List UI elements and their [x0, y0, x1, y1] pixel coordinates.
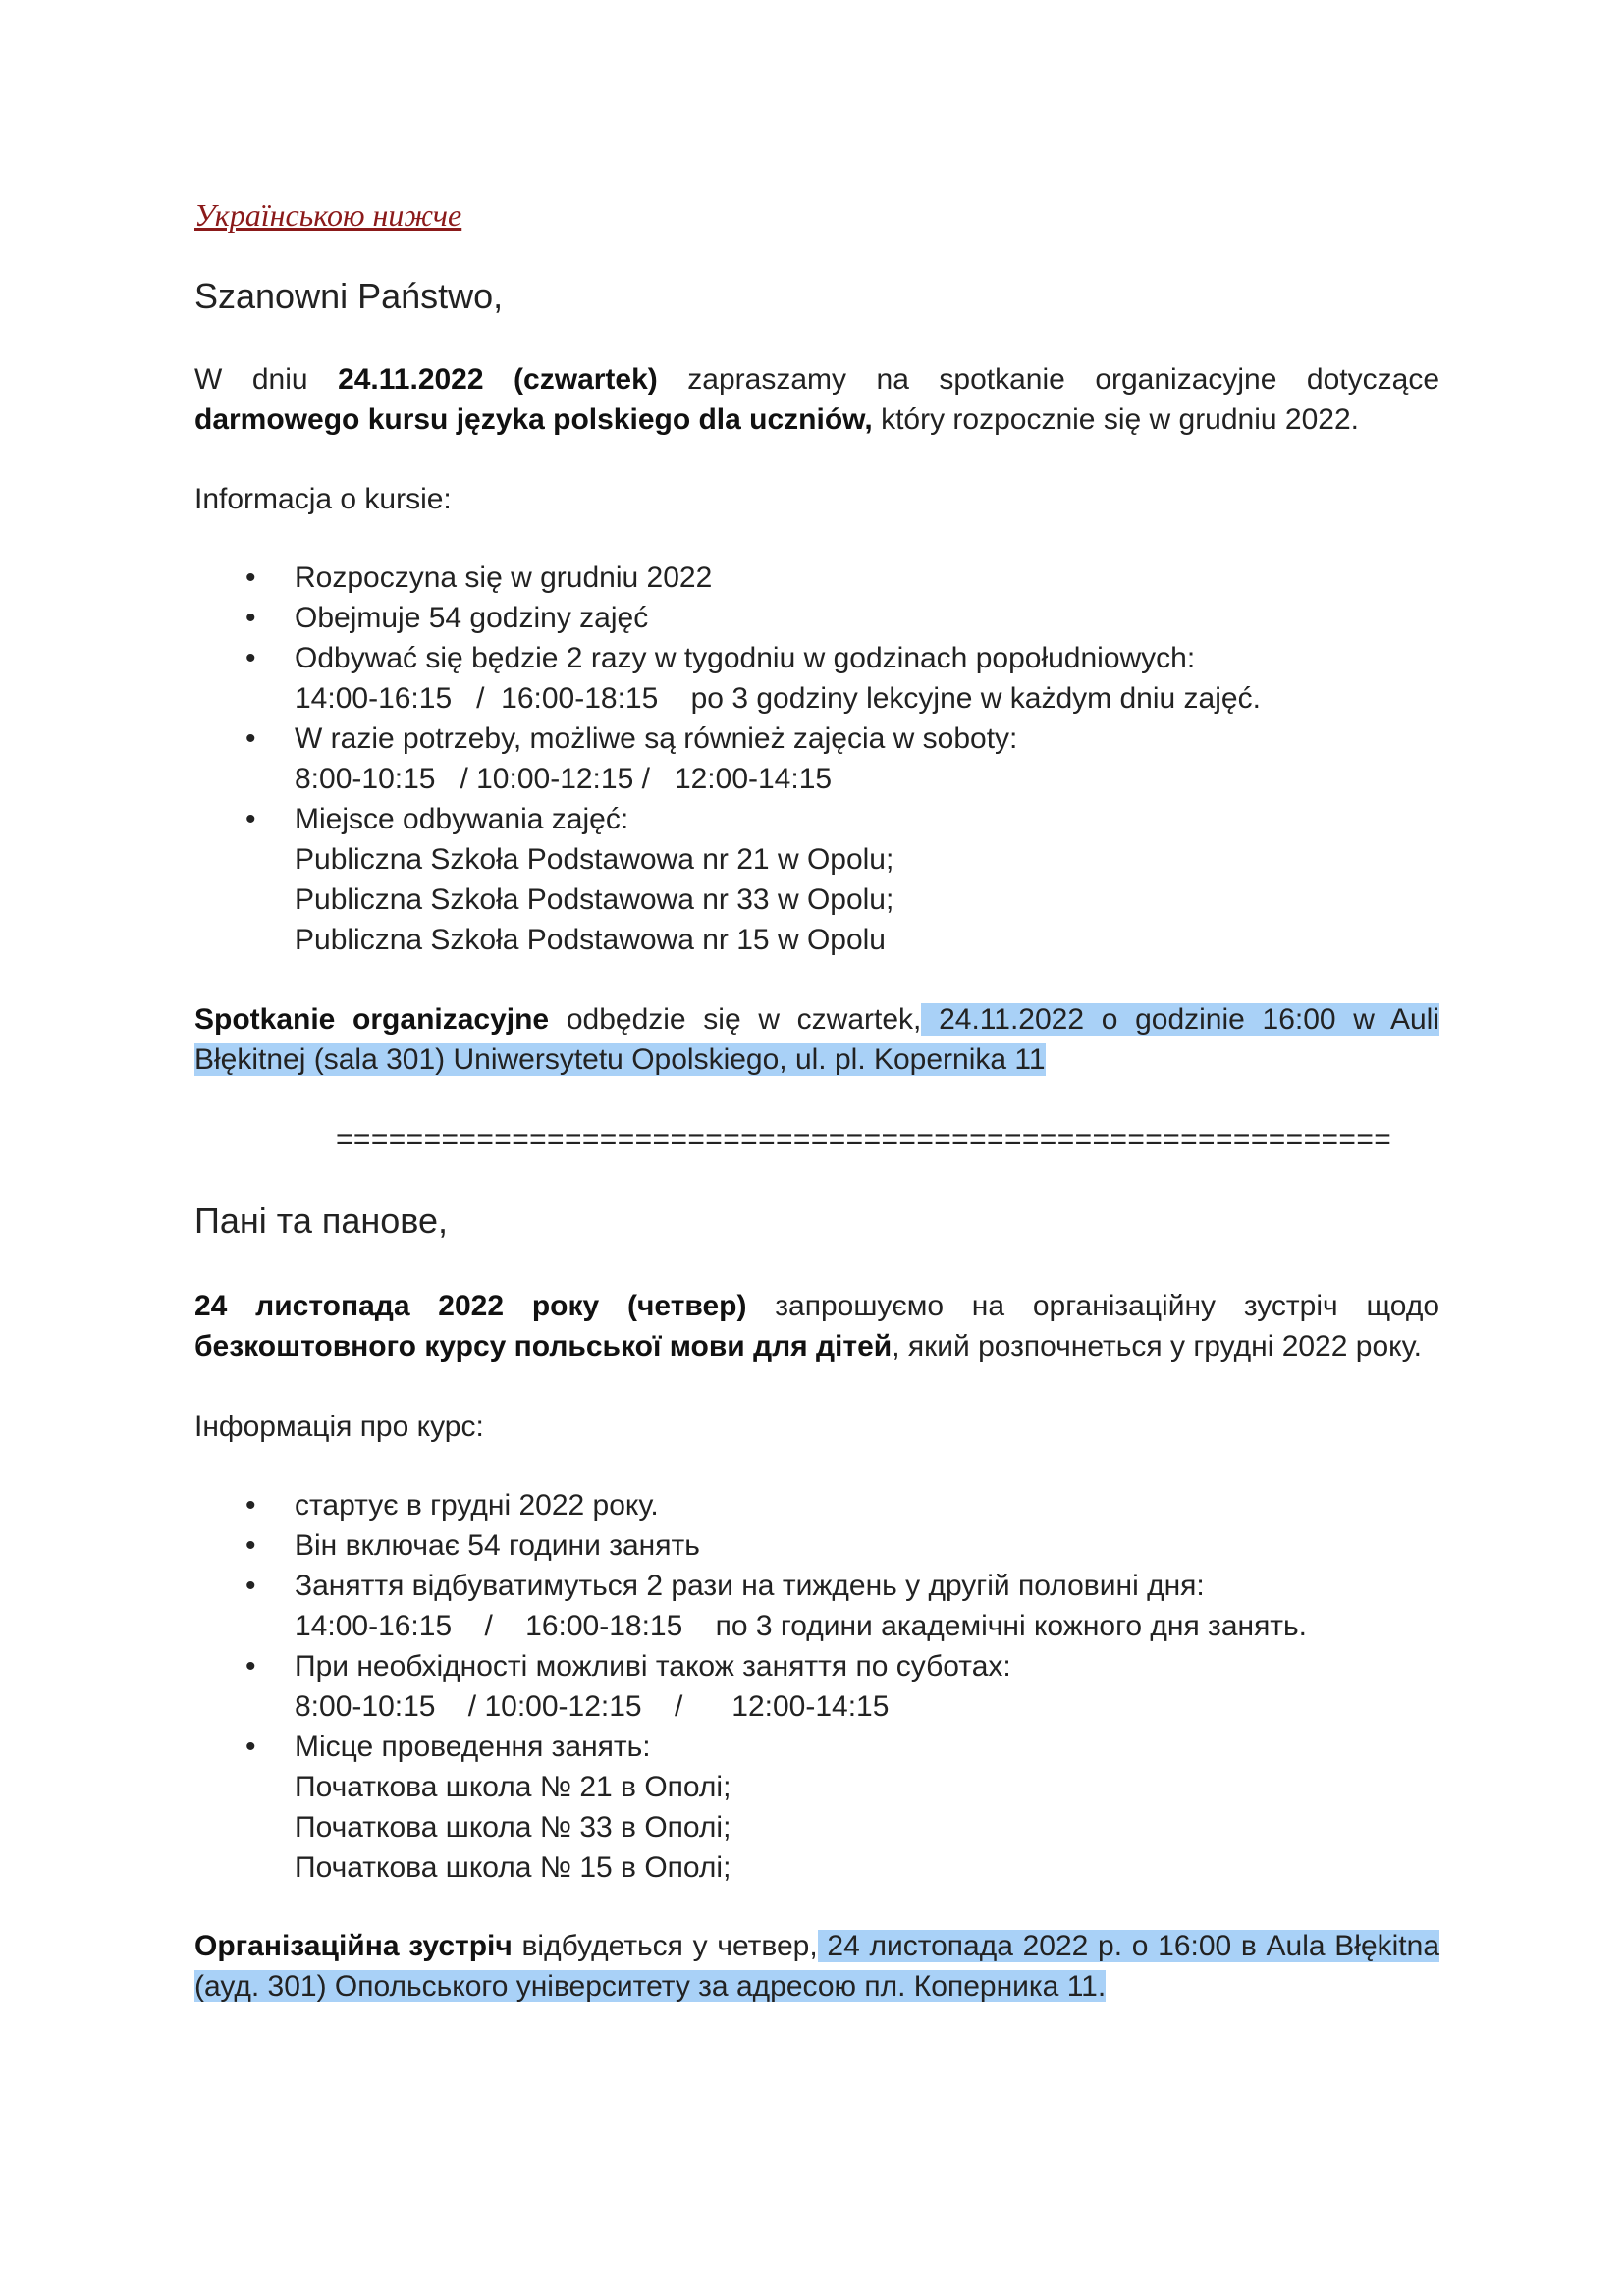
list-item-line: 14:00-16:15 / 16:00-18:15 по 3 години академічні кожного дня занять. [295, 1610, 1308, 1642]
bullet-icon: • [245, 1570, 256, 1602]
list-item-line: Початкова школа № 15 в Ополі; [295, 1851, 731, 1884]
pl-intro-paragraph [194, 359, 1439, 440]
ua-meeting-line-1: Організаційна зустріч відбудеться у четвер, 24 листопада 2022 р. о 16:00 в Aula Błękitna [194, 1930, 1440, 1962]
pl-course-name: darmowego kursu języka polskiego dla uczniów, [194, 403, 873, 436]
list-item [194, 1566, 1439, 1646]
ua-meeting-paragraph [194, 1926, 1439, 2006]
ua-intro-date: 24 листопада 2022 року (четвер) [194, 1290, 747, 1322]
list-item-line: Miejsce odbywania zajęć: [295, 803, 629, 835]
list-item-line: При необхідності можливі також заняття по суботах: [295, 1650, 1011, 1682]
ua-meeting-label: Організаційна зустріч [194, 1930, 513, 1962]
ua-meeting-line-2 [194, 1966, 1439, 2006]
pl-intro-line-2: darmowego kursu języka polskiego dla uczniów, który rozpocznie się w grudniu 2022. [194, 403, 1359, 436]
list-item [194, 598, 1439, 638]
list-item-line: W razie potrzeby, możliwe są również zajęcia w soboty: [295, 722, 1018, 755]
list-item [194, 1525, 1439, 1566]
ua-meeting-highlight-1: 24 листопада 2022 р. о 16:00 в Aula Błękitna [818, 1930, 1439, 1962]
list-item [194, 558, 1439, 598]
bullet-icon: • [245, 1731, 256, 1763]
pl-intro-date: 24.11.2022 (czwartek) [338, 363, 658, 396]
pl-intro-line-1: W dniu 24.11.2022 (czwartek) zapraszamy na spotkanie organizacyjne dotyczące [194, 363, 1440, 396]
list-item-line: Publiczna Szkoła Podstawowa nr 33 w Opolu; [295, 883, 894, 916]
list-item-line: Він включає 54 години занять [295, 1529, 700, 1562]
ua-meeting-highlight-2: (ауд. 301) Опольського університету за адресою пл. Коперника 11. [194, 1970, 1107, 2002]
list-item [194, 719, 1439, 799]
pl-meeting-line-1: Spotkanie organizacyjne odbędzie się w czwartek, 24.11.2022 o godzinie 16:00 w Auli [194, 1003, 1440, 1036]
ua-intro-line-2: безкоштовного курсу польської мови для дітей, який розпочнеться у грудні 2022 року. [194, 1330, 1422, 1362]
list-item-line: Заняття відбуватимуться 2 рази на тиждень у другій половині дня: [295, 1570, 1205, 1602]
ua-intro-paragraph [194, 1286, 1439, 1366]
list-item-line: Місце проведення занять: [295, 1731, 651, 1763]
pl-meeting-highlight-2: Błękitnej (sala 301) Uniwersytetu Opolskiego, ul. pl. Kopernika 11 [194, 1043, 1046, 1076]
section-separator: ============================================================ [336, 1123, 1392, 1155]
list-item [194, 1485, 1439, 1525]
list-item-line: Початкова школа № 33 в Ополі; [295, 1811, 731, 1843]
list-item-line: Publiczna Szkoła Podstawowa nr 15 w Opolu [295, 924, 886, 956]
bullet-icon: • [245, 722, 256, 755]
bullet-icon: • [245, 1489, 256, 1522]
list-item-line: 8:00-10:15 / 10:00-12:15 / 12:00-14:15 [295, 1690, 890, 1723]
list-item-line: Obejmuje 54 godziny zajęć [295, 602, 649, 634]
ukrainian-below-link[interactable]: Українською нижче [194, 197, 462, 233]
list-item-line: 14:00-16:15 / 16:00-18:15 po 3 godziny lekcyjne w każdym dniu zajęć. [295, 682, 1261, 715]
bullet-icon: • [245, 642, 256, 674]
list-item-line: 8:00-10:15 / 10:00-12:15 / 12:00-14:15 [295, 763, 833, 795]
list-item-line: Початкова школа № 21 в Ополі; [295, 1771, 731, 1803]
bullet-icon: • [245, 803, 256, 835]
bullet-icon: • [245, 1650, 256, 1682]
ua-intro-line-1: 24 листопада 2022 року (четвер) запрошуємо на організаційну зустріч щодо [194, 1290, 1440, 1322]
list-item [194, 1727, 1439, 1888]
pl-greeting: Szanowni Państwo, [194, 276, 504, 316]
bullet-icon: • [245, 561, 256, 594]
list-item [194, 799, 1439, 960]
ua-course-name: безкоштовного курсу польської мови для дітей [194, 1330, 893, 1362]
pl-meeting-highlight-1: 24.11.2022 o godzinie 16:00 w Auli [921, 1003, 1439, 1036]
list-item [194, 1646, 1439, 1727]
pl-meeting-line-2 [194, 1040, 1439, 1080]
pl-meeting-label: Spotkanie organizacyjne [194, 1003, 550, 1036]
pl-meeting-paragraph [194, 999, 1439, 1080]
bullet-icon: • [245, 602, 256, 634]
list-item-line: Rozpoczyna się w grudniu 2022 [295, 561, 713, 594]
list-item-line: Publiczna Szkoła Podstawowa nr 21 w Opolu; [295, 843, 894, 876]
pl-info-heading: Informacja o kursie: [194, 483, 452, 515]
ua-info-list [194, 1485, 1439, 1888]
bullet-icon: • [245, 1529, 256, 1562]
pl-info-list [194, 558, 1439, 960]
document-page [194, 0, 1439, 2296]
ua-info-heading: Інформація про курс: [194, 1411, 484, 1443]
list-item-line: Odbywać się będzie 2 razy w tygodniu w godzinach popołudniowych: [295, 642, 1196, 674]
ua-greeting: Пані та панове, [194, 1201, 449, 1241]
list-item-line: стартує в грудні 2022 року. [295, 1489, 659, 1522]
list-item [194, 638, 1439, 719]
